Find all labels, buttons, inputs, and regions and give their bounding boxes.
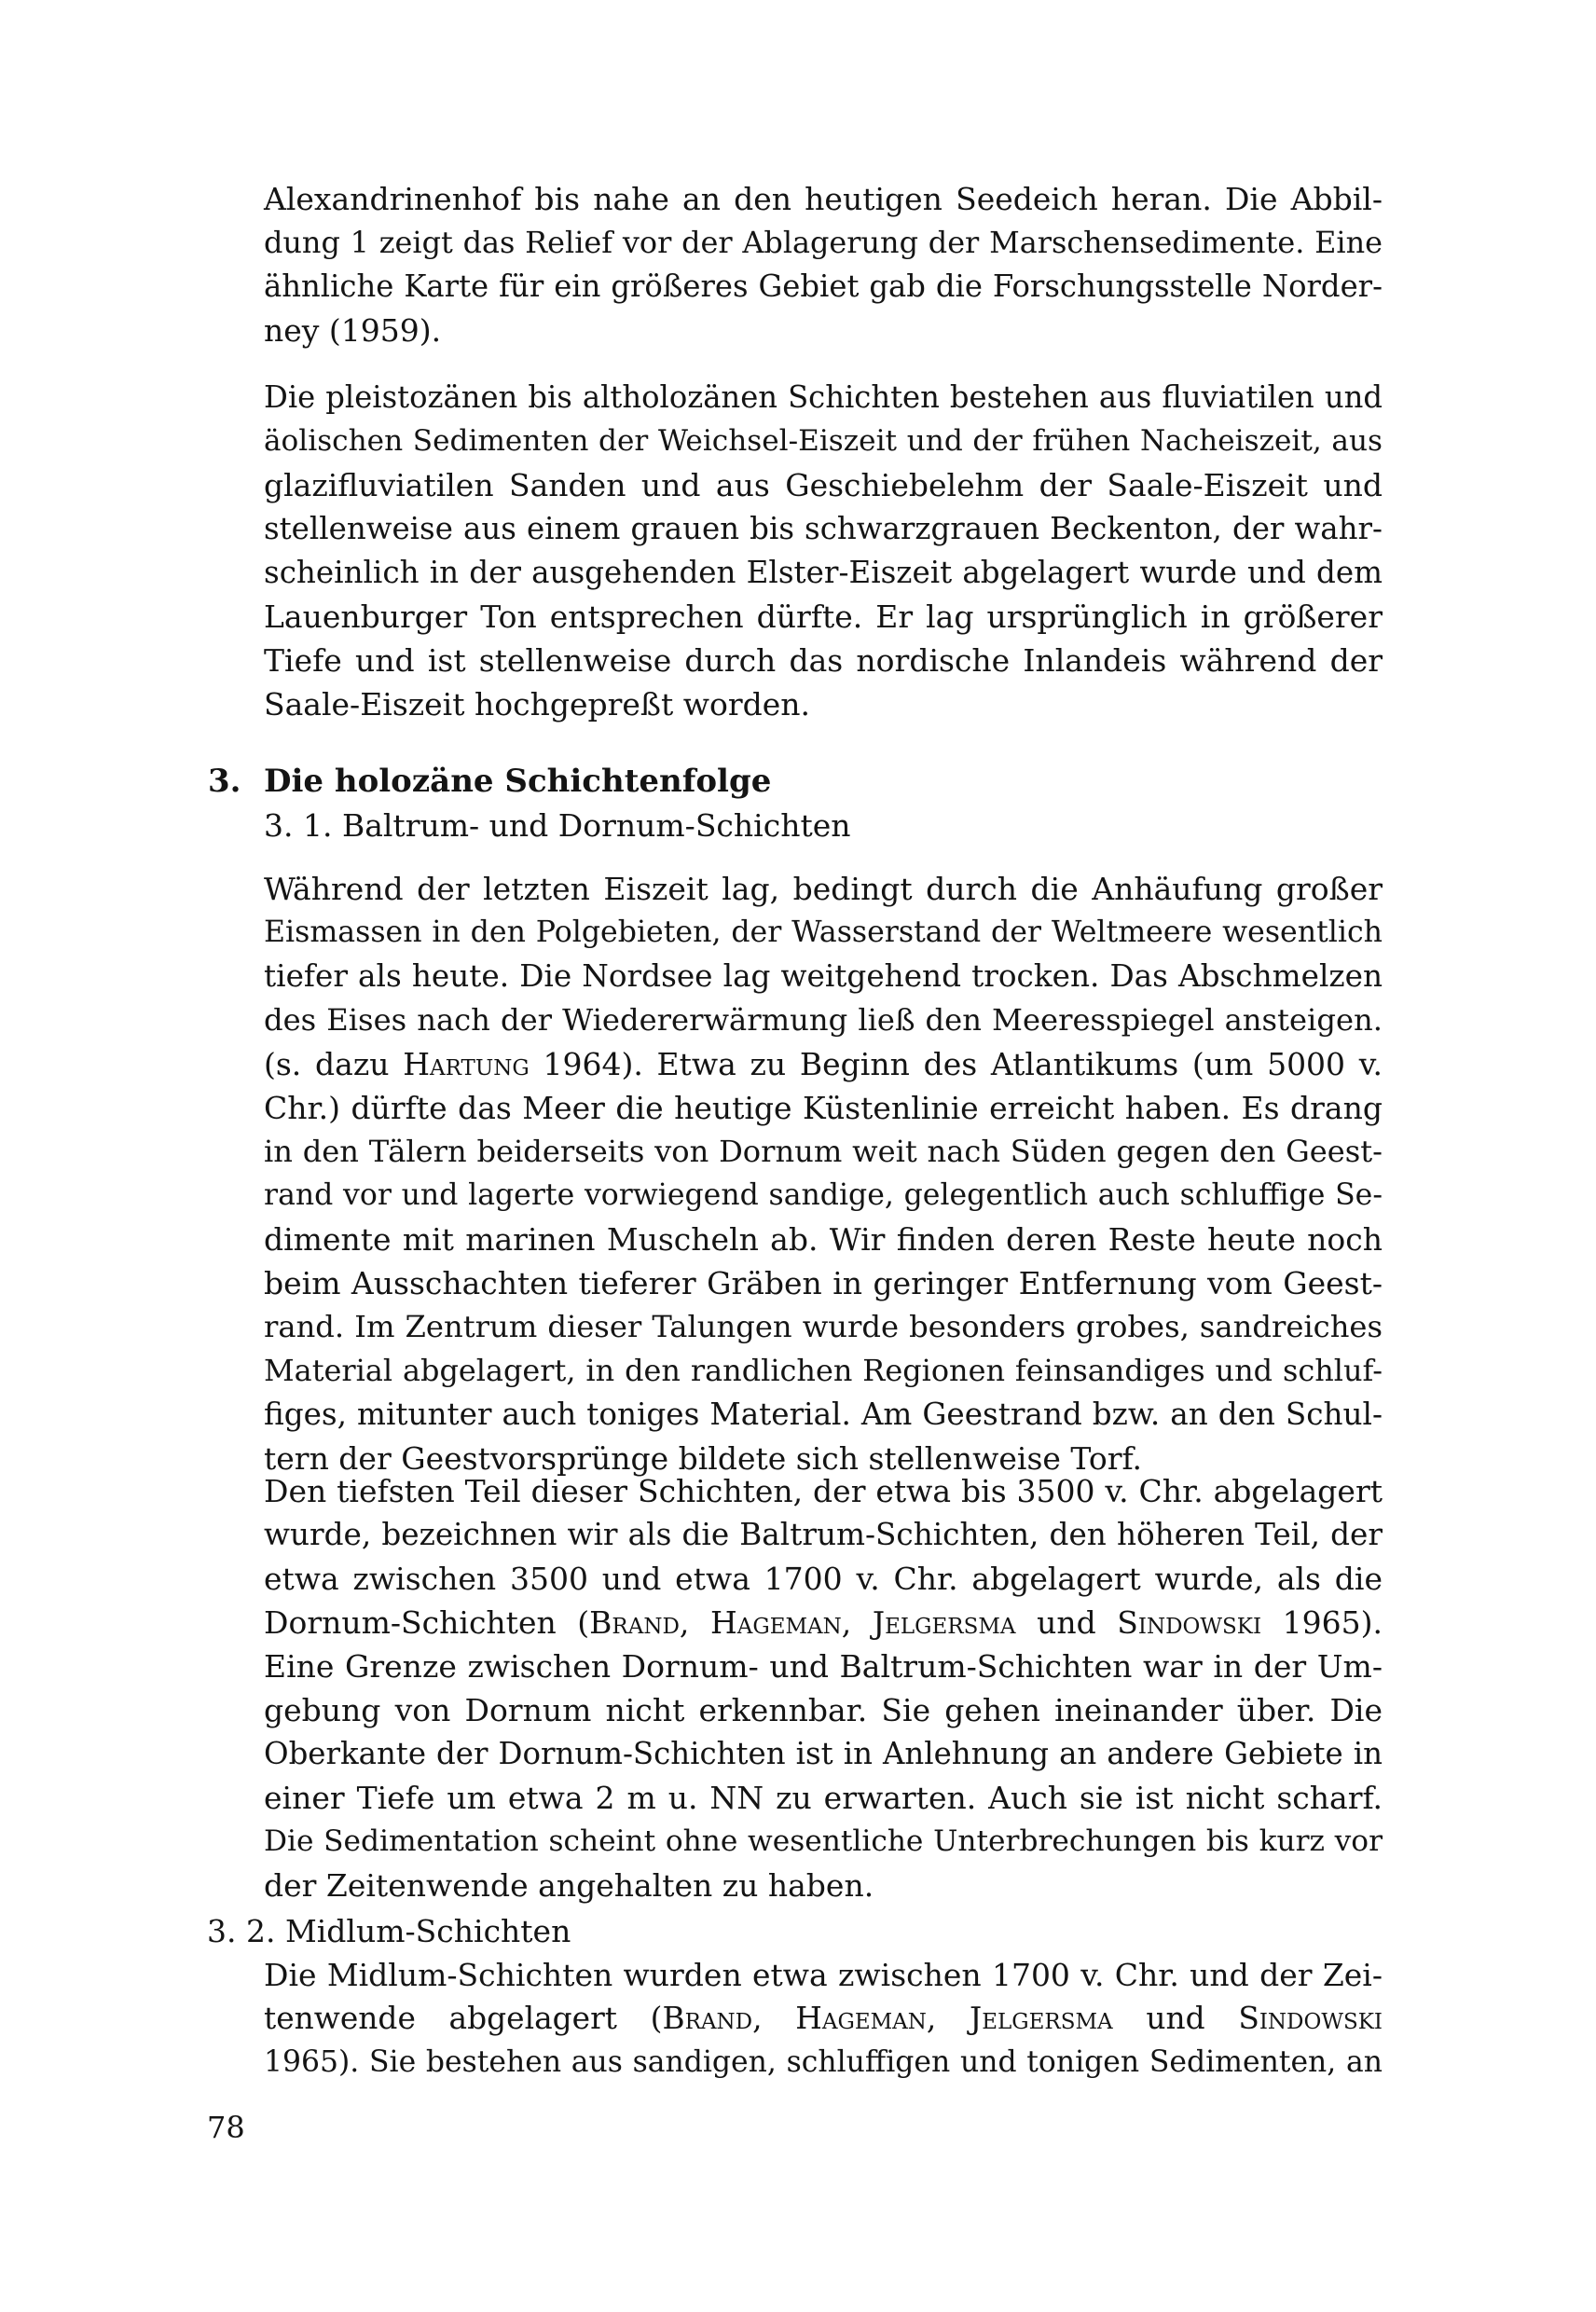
- paragraph-ice-age: [264, 867, 1383, 1480]
- text-line: Material abgelagert, in den randlichen Regionen feinsandiges und schluf-: [264, 1353, 1383, 1388]
- author-name: Hartung: [403, 1046, 530, 1082]
- text-line: Lauenburger Ton entsprechen dürfte. Er lag ursprünglich in größerer: [264, 599, 1383, 635]
- author-name: Hageman: [795, 2001, 927, 2036]
- text-line: rand. Im Zentrum dieser Talungen wurde besonders grobes, sandreiches: [264, 1309, 1383, 1344]
- text-line: figes, mitunter auch toniges Material. Am Geestrand bzw. an den Schul-: [264, 1397, 1383, 1432]
- text-line: Saale-Eiszeit hochgepreßt worden.: [264, 686, 811, 722]
- text-line: Oberkante der Dornum-Schichten ist in Anlehnung an andere Gebiete in: [264, 1736, 1383, 1771]
- author-name: Sindowski: [1117, 1604, 1262, 1641]
- author-name: Jelgersma: [970, 2001, 1113, 2036]
- text-line: dimente mit marinen Muscheln ab. Wir finden deren Reste heute noch: [264, 1221, 1383, 1258]
- text-line: Eismassen in den Polgebieten, der Wasserstand der Weltmeere wesentlich: [264, 915, 1383, 949]
- text-line: des Eises nach der Wiedererwärmung ließ den Meeresspiegel ansteigen.: [264, 1002, 1383, 1038]
- paragraph-midlum: [264, 1953, 1383, 2085]
- text-line: Chr.) dürfte das Meer die heutige Küstenlinie erreicht haben. Es drang: [264, 1090, 1383, 1126]
- paragraph-baltrum-dornum: [264, 1469, 1383, 1907]
- text-line: Dornum-Schichten (Brand, Hageman, Jelgersma und Sindowski 1965).: [264, 1604, 1383, 1641]
- paragraph-pleistocene: [264, 376, 1383, 726]
- text-line: Tiefe und ist stellenweise durch das nordische Inlandeis während der: [264, 642, 1383, 679]
- author-name: Hageman: [709, 1604, 842, 1641]
- author-name: Brand: [662, 2001, 753, 2036]
- subsection-heading-3-2: [207, 1909, 571, 1953]
- text-line: (s. dazu Hartung 1964). Etwa zu Beginn des Atlantikums (um 5000 v.: [264, 1046, 1383, 1082]
- subsection-title: 3. 1. Baltrum- und Dornum-Schichten: [264, 807, 851, 844]
- text-line: scheinlich in der ausgehenden Elster-Eiszeit abgelagert wurde und dem: [264, 555, 1383, 590]
- text-line: tern der Geestvorsprünge bildete sich stellenweise Torf.: [264, 1440, 1143, 1477]
- text-line: einer Tiefe um etwa 2 m u. NN zu erwarten. Auch sie ist nicht scharf.: [264, 1780, 1383, 1816]
- text-line: stellenweise aus einem grauen bis schwarzgrauen Beckenton, der wahr-: [264, 511, 1383, 546]
- subsection-title: 3. 2. Midlum-Schichten: [207, 1913, 571, 1949]
- text-line: rand vor und lagerte vorwiegend sandige, gelegentlich auch schluffige Se-: [264, 1178, 1383, 1212]
- text-line: etwa zwischen 3500 und etwa 1700 v. Chr. abgelagert wurde, als die: [264, 1561, 1383, 1597]
- text-line: ney (1959).: [264, 312, 442, 349]
- author-name: Sindowski: [1238, 2001, 1383, 2036]
- text-line: 1965). Sie bestehen aus sandigen, schluffigen und tonigen Sedimenten, an: [264, 2045, 1383, 2079]
- section-number: 3.: [208, 763, 241, 800]
- page-number: 78: [207, 2110, 245, 2145]
- text-line: dung 1 zeigt das Relief vor der Ablagerung der Marschensedimente. Eine: [264, 225, 1383, 260]
- text-line: Alexandrinenhof bis nahe an den heutigen Seedeich heran. Die Abbil-: [264, 181, 1383, 217]
- text-line: tenwende abgelagert (Brand, Hageman, Jelgersma und Sindowski: [264, 2001, 1383, 2036]
- subsection-heading-3-1: [264, 804, 851, 847]
- section-title: Die holozäne Schichtenfolge: [264, 763, 772, 800]
- text-line: Die Sedimentation scheint ohne wesentliche Unterbrechungen bis kurz vor: [264, 1824, 1383, 1858]
- text-line: Die pleistozänen bis altholozänen Schichten bestehen aus fluviatilen und: [264, 379, 1383, 415]
- author-name: Jelgersma: [872, 1604, 1016, 1641]
- section-heading: [208, 760, 772, 804]
- text-line: beim Ausschachten tieferer Gräben in geringer Entfernung vom Geest-: [264, 1265, 1383, 1301]
- text-line: Die Midlum-Schichten wurden etwa zwischen 1700 v. Chr. und der Zei-: [264, 1957, 1383, 1993]
- text-line: gebung von Dornum nicht erkennbar. Sie gehen ineinander über. Die: [264, 1692, 1383, 1728]
- text-line: tiefer als heute. Die Nordsee lag weitgehend trocken. Das Abschmelzen: [264, 958, 1383, 994]
- text-line: glazifluviatilen Sanden und aus Geschiebelehm der Saale-Eiszeit und: [264, 467, 1383, 503]
- text-line: ähnliche Karte für ein größeres Gebiet gab die Forschungsstelle Norder-: [264, 268, 1383, 304]
- text-line: Den tiefsten Teil dieser Schichten, der etwa bis 3500 v. Chr. abgelagert: [264, 1473, 1383, 1509]
- text-line: wurde, bezeichnen wir als die Baltrum-Schichten, den höheren Teil, der: [264, 1517, 1383, 1552]
- paragraph-relief: [264, 177, 1383, 352]
- author-name: Brand: [589, 1604, 680, 1641]
- text-line: Während der letzten Eiszeit lag, bedingt durch die Anhäufung großer: [264, 871, 1383, 907]
- text-line: der Zeitenwende angehalten zu haben.: [264, 1867, 874, 1904]
- text-line: äolischen Sedimenten der Weichsel-Eiszeit und der frühen Nacheiszeit, aus: [264, 424, 1383, 458]
- text-line: in den Tälern beiderseits von Dornum weit nach Süden gegen den Geest-: [264, 1134, 1383, 1169]
- text-line: Eine Grenze zwischen Dornum- und Baltrum-Schichten war in der Um-: [264, 1648, 1383, 1685]
